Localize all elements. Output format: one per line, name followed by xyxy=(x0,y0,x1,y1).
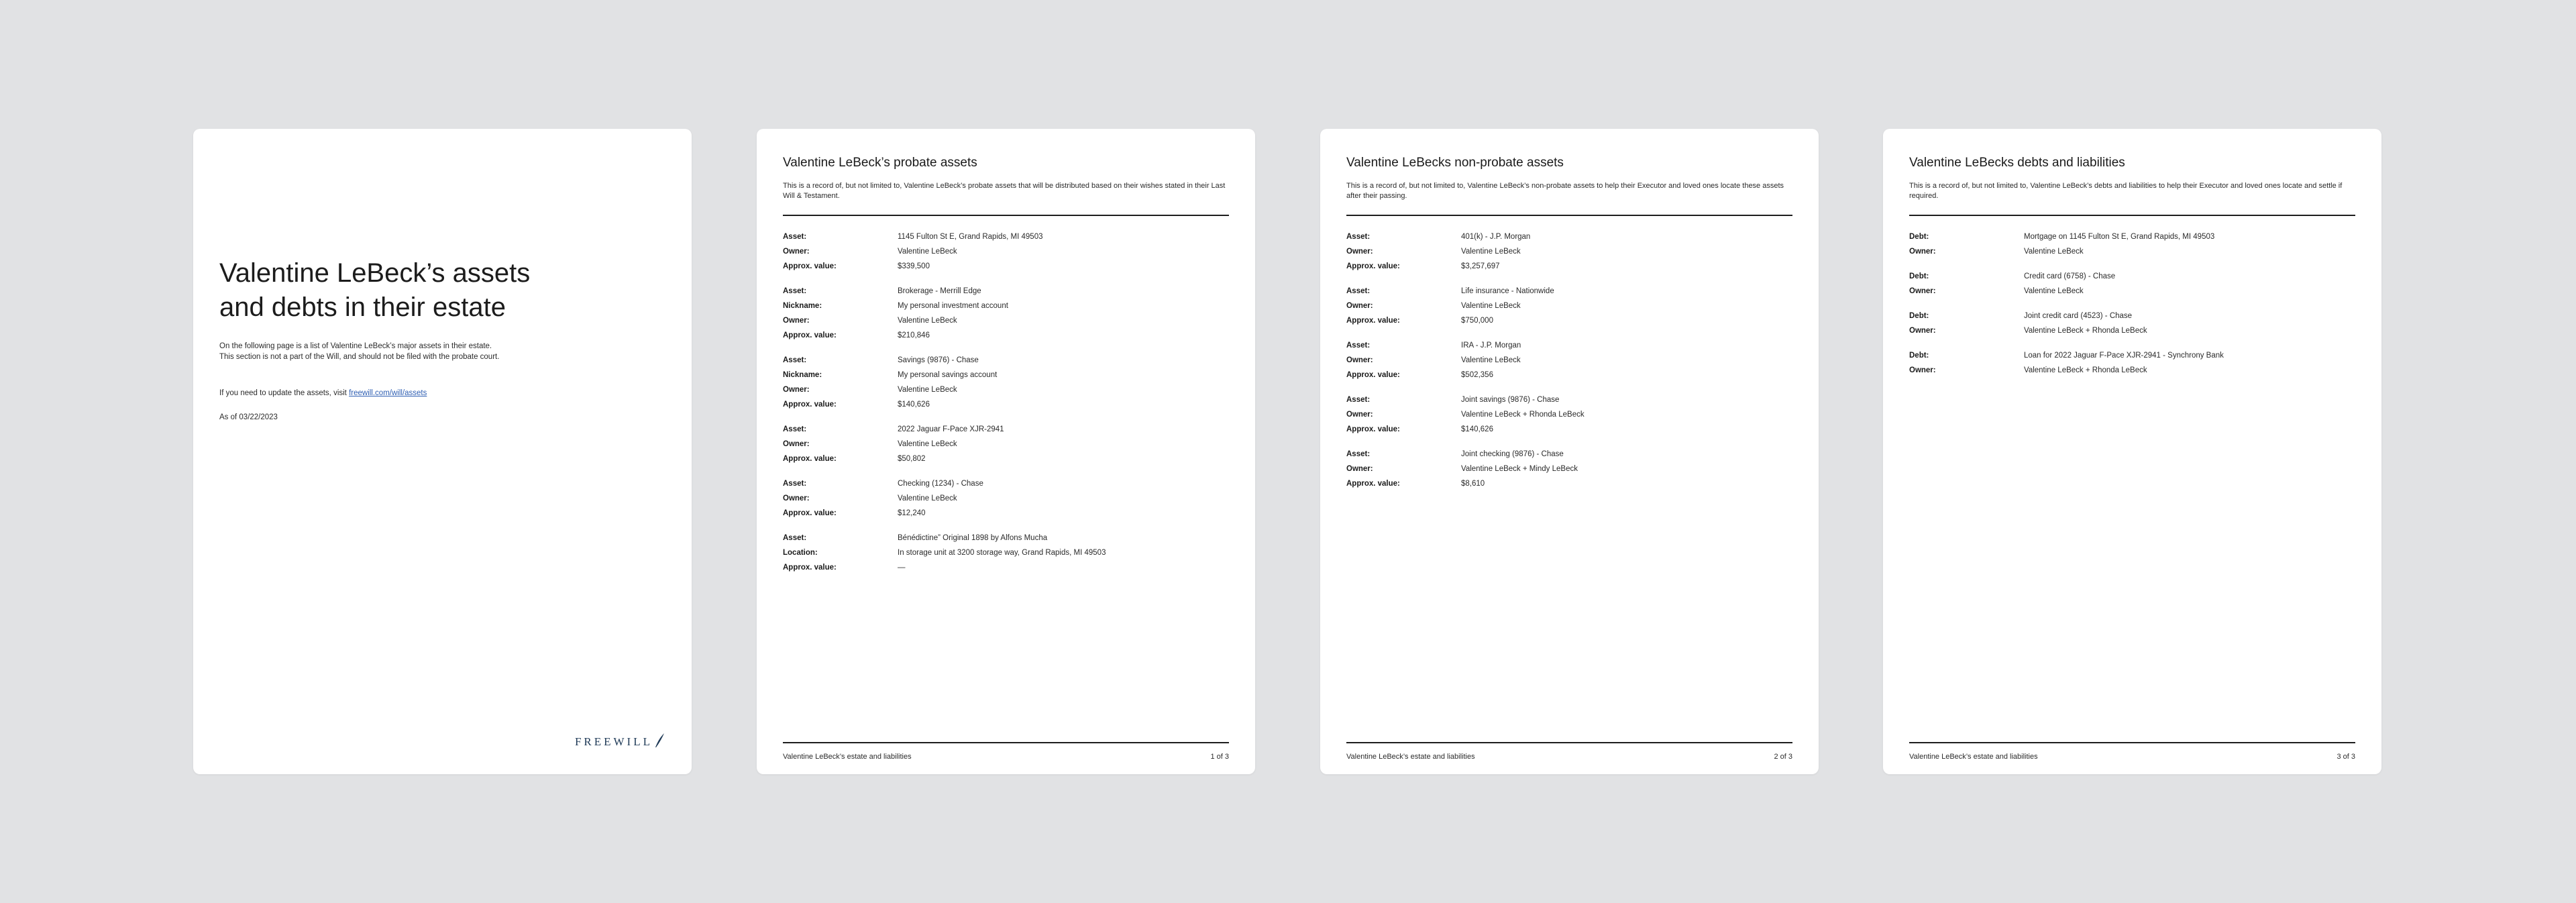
field-label: Owner: xyxy=(1909,248,1936,256)
record-group xyxy=(783,284,1229,343)
field-label: Owner: xyxy=(1909,327,1936,335)
freewill-logo xyxy=(575,733,665,749)
field-value: $3,257,697 xyxy=(1461,262,1500,270)
page-footer xyxy=(783,753,1229,761)
record-row xyxy=(783,313,1229,328)
field-value: Valentine LeBeck xyxy=(898,317,957,325)
record-row xyxy=(783,244,1229,259)
field-label: Asset: xyxy=(783,356,807,364)
field-value: Joint checking (9876) - Chase xyxy=(1461,450,1564,458)
field-label: Asset: xyxy=(783,534,807,542)
page-footer xyxy=(1909,753,2355,761)
footer-divider xyxy=(783,742,1229,743)
field-label: Owner: xyxy=(1346,248,1373,256)
field-value: 2022 Jaguar F-Pace XJR-2941 xyxy=(898,425,1004,433)
field-label: Owner: xyxy=(1346,302,1373,310)
page-title: Valentine LeBecks non-probate assets xyxy=(1346,156,1564,170)
field-value: Joint savings (9876) - Chase xyxy=(1461,396,1560,404)
field-label: Debt: xyxy=(1909,233,1929,241)
field-value: Valentine LeBeck xyxy=(1461,302,1521,310)
record-row xyxy=(1346,462,1792,476)
record-row xyxy=(783,229,1229,244)
record-row xyxy=(783,422,1229,437)
debt-list xyxy=(1909,229,2355,388)
record-group xyxy=(783,422,1229,466)
field-value: Mortgage on 1145 Fulton St E, Grand Rapids, MI 49503 xyxy=(2024,233,2215,241)
cover-intro: On the following page is a list of Valentine LeBeck’s major assets in their estate. This section is not a part of the Will, and should not be filed with the probate court. xyxy=(219,342,500,361)
record-group xyxy=(783,229,1229,274)
debts-liabilities-page xyxy=(1883,129,2381,774)
field-value: IRA - J.P. Morgan xyxy=(1461,341,1521,350)
field-label: Approx. value: xyxy=(1346,425,1400,433)
footer-doc-title: Valentine LeBeck’s estate and liabilities xyxy=(1346,753,1475,761)
field-label: Approx. value: xyxy=(783,509,837,517)
field-value: Valentine LeBeck xyxy=(898,386,957,394)
record-group xyxy=(1346,447,1792,491)
field-label: Owner: xyxy=(1909,287,1936,295)
record-row xyxy=(783,284,1229,299)
record-row xyxy=(783,476,1229,491)
record-row xyxy=(783,328,1229,343)
field-label: Approx. value: xyxy=(1346,262,1400,270)
field-label: Nickname: xyxy=(783,371,822,379)
record-row xyxy=(783,437,1229,451)
field-value: $8,610 xyxy=(1461,480,1485,488)
footer-doc-title: Valentine LeBeck’s estate and liabilities xyxy=(783,753,912,761)
field-value: Valentine LeBeck xyxy=(2024,248,2084,256)
field-label: Approx. value: xyxy=(783,401,837,409)
page-intro: This is a record of, but not limited to, Valentine LeBeck’s non-probate assets to help their Executor and loved ones locate these assets after their passing. xyxy=(1346,182,1784,200)
field-value: Valentine LeBeck xyxy=(2024,287,2084,295)
field-label: Asset: xyxy=(1346,233,1371,241)
field-value: 401(k) - J.P. Morgan xyxy=(1461,233,1531,241)
field-value: Brokerage - Merrill Edge xyxy=(898,287,981,295)
cover-update-prefix: If you need to update the assets, visit xyxy=(219,389,350,397)
field-label: Asset: xyxy=(783,425,807,433)
cover-title: Valentine LeBeck’s assets and debts in their estate xyxy=(219,258,531,322)
record-row xyxy=(1346,392,1792,407)
field-label: Owner: xyxy=(1909,366,1936,374)
header-divider xyxy=(783,215,1229,216)
page-intro: This is a record of, but not limited to, Valentine LeBeck’s debts and liabilities to help their Executor and loved ones locate and settle if required. xyxy=(1909,182,2343,200)
record-row xyxy=(783,299,1229,313)
record-group xyxy=(783,353,1229,412)
record-group xyxy=(1346,392,1792,437)
field-label: Nickname: xyxy=(783,302,822,310)
field-label: Owner: xyxy=(783,386,810,394)
field-label: Approx. value: xyxy=(783,262,837,270)
field-value: In storage unit at 3200 storage way, Grand Rapids, MI 49503 xyxy=(898,549,1106,557)
record-row xyxy=(1909,348,2355,363)
field-value: Valentine LeBeck xyxy=(1461,356,1521,364)
record-group xyxy=(1346,229,1792,274)
field-label: Asset: xyxy=(1346,396,1371,404)
field-label: Owner: xyxy=(783,494,810,502)
record-row xyxy=(1346,407,1792,422)
record-row xyxy=(1909,363,2355,378)
field-value: $12,240 xyxy=(898,509,926,517)
record-row xyxy=(1346,313,1792,328)
field-label: Approx. value: xyxy=(783,564,837,572)
page-intro: This is a record of, but not limited to, Valentine LeBeck’s probate assets that will be distributed based on their wishes stated in their Last Will & Testament. xyxy=(783,182,1226,200)
cover-update-note xyxy=(219,388,501,399)
field-label: Location: xyxy=(783,549,818,557)
record-row xyxy=(783,560,1229,575)
record-group xyxy=(1346,338,1792,382)
page-title: Valentine LeBecks debts and liabilities xyxy=(1909,156,2125,170)
record-group xyxy=(1346,284,1792,328)
footer-divider xyxy=(1909,742,2355,743)
cover-page xyxy=(193,129,692,774)
logo-wordmark: FREEWILL xyxy=(574,735,653,748)
record-row xyxy=(1346,338,1792,353)
record-group xyxy=(1909,269,2355,299)
field-label: Approx. value: xyxy=(783,331,837,339)
field-value: Valentine LeBeck xyxy=(898,494,957,502)
field-value: $750,000 xyxy=(1461,317,1493,325)
field-value: $140,626 xyxy=(1461,425,1493,433)
record-row xyxy=(1909,309,2355,323)
field-value: — xyxy=(898,564,906,572)
footer-divider xyxy=(1346,742,1792,743)
asset-list xyxy=(1346,229,1792,501)
record-row xyxy=(783,397,1229,412)
record-group xyxy=(783,476,1229,521)
quill-icon xyxy=(654,733,665,749)
field-value: Joint credit card (4523) - Chase xyxy=(2024,312,2133,320)
record-row xyxy=(1909,229,2355,244)
field-label: Owner: xyxy=(1346,411,1373,419)
field-label: Asset: xyxy=(1346,287,1371,295)
field-label: Owner: xyxy=(783,248,810,256)
record-row xyxy=(783,368,1229,382)
field-value: Valentine LeBeck + Mindy LeBeck xyxy=(1461,465,1578,473)
field-value: Bénédictine” Original 1898 by Alfons Mucha xyxy=(898,534,1048,542)
field-label: Debt: xyxy=(1909,352,1929,360)
field-value: Valentine LeBeck + Rhonda LeBeck xyxy=(2024,366,2147,374)
field-value: Savings (9876) - Chase xyxy=(898,356,979,364)
field-label: Approx. value: xyxy=(1346,480,1400,488)
field-label: Owner: xyxy=(1346,465,1373,473)
record-row xyxy=(1909,244,2355,259)
page-footer xyxy=(1346,753,1792,761)
record-group xyxy=(1909,229,2355,259)
field-value: Valentine LeBeck + Rhonda LeBeck xyxy=(1461,411,1585,419)
field-value: $502,356 xyxy=(1461,371,1493,379)
field-value: Loan for 2022 Jaguar F-Pace XJR-2941 - Synchrony Bank xyxy=(2024,352,2224,360)
record-row xyxy=(1346,422,1792,437)
field-value: $339,500 xyxy=(898,262,930,270)
update-assets-link[interactable]: freewill.com/will/assets xyxy=(349,389,427,397)
record-row xyxy=(1346,299,1792,313)
cover-as-of-date: As of 03/22/2023 xyxy=(219,413,278,421)
record-row xyxy=(783,382,1229,397)
field-value: Checking (1234) - Chase xyxy=(898,480,983,488)
field-value: Valentine LeBeck xyxy=(898,440,957,448)
field-value: $140,626 xyxy=(898,401,930,409)
record-row xyxy=(1346,353,1792,368)
record-row xyxy=(783,353,1229,368)
field-label: Approx. value: xyxy=(1346,317,1400,325)
record-row xyxy=(1346,244,1792,259)
field-label: Asset: xyxy=(783,287,807,295)
record-row xyxy=(783,451,1229,466)
record-row xyxy=(1346,368,1792,382)
header-divider xyxy=(1346,215,1792,216)
field-value: Credit card (6758) - Chase xyxy=(2024,272,2116,280)
field-value: 1145 Fulton St E, Grand Rapids, MI 49503 xyxy=(898,233,1043,241)
field-value: Valentine LeBeck xyxy=(1461,248,1521,256)
record-row xyxy=(1346,229,1792,244)
record-row xyxy=(783,545,1229,560)
page-number: 2 of 3 xyxy=(1774,753,1792,761)
record-row xyxy=(783,531,1229,545)
field-label: Approx. value: xyxy=(1346,371,1400,379)
record-group xyxy=(1909,309,2355,338)
footer-doc-title: Valentine LeBeck’s estate and liabilities xyxy=(1909,753,2038,761)
probate-assets-page xyxy=(757,129,1255,774)
record-row xyxy=(1346,259,1792,274)
field-value: Life insurance - Nationwide xyxy=(1461,287,1554,295)
field-label: Owner: xyxy=(783,440,810,448)
record-row xyxy=(1346,284,1792,299)
record-row xyxy=(1909,269,2355,284)
page-number: 3 of 3 xyxy=(2337,753,2355,761)
asset-list xyxy=(783,229,1229,585)
field-label: Approx. value: xyxy=(783,455,837,463)
field-value: Valentine LeBeck + Rhonda LeBeck xyxy=(2024,327,2147,335)
record-row xyxy=(1346,476,1792,491)
record-group xyxy=(783,531,1229,575)
field-value: $210,846 xyxy=(898,331,930,339)
record-row xyxy=(1346,447,1792,462)
record-group xyxy=(1909,348,2355,378)
field-label: Asset: xyxy=(783,233,807,241)
field-label: Debt: xyxy=(1909,312,1929,320)
field-label: Debt: xyxy=(1909,272,1929,280)
page-title: Valentine LeBeck’s probate assets xyxy=(783,156,977,170)
record-row xyxy=(1909,284,2355,299)
field-value: Valentine LeBeck xyxy=(898,248,957,256)
field-label: Asset: xyxy=(1346,341,1371,350)
field-value: $50,802 xyxy=(898,455,926,463)
header-divider xyxy=(1909,215,2355,216)
field-label: Owner: xyxy=(1346,356,1373,364)
field-label: Asset: xyxy=(783,480,807,488)
page-number: 1 of 3 xyxy=(1210,753,1229,761)
record-row xyxy=(783,259,1229,274)
field-label: Owner: xyxy=(783,317,810,325)
record-row xyxy=(783,491,1229,506)
field-value: My personal savings account xyxy=(898,371,998,379)
record-row xyxy=(1909,323,2355,338)
field-label: Asset: xyxy=(1346,450,1371,458)
field-value: My personal investment account xyxy=(898,302,1008,310)
non-probate-assets-page xyxy=(1320,129,1819,774)
record-row xyxy=(783,506,1229,521)
